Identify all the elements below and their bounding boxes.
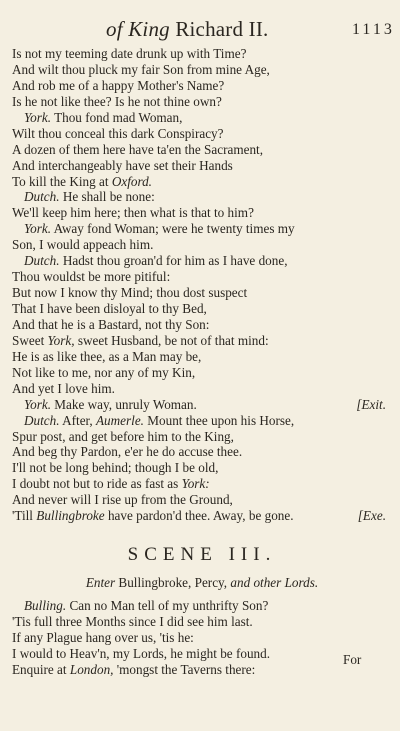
character-name: Aumerle. [96,412,144,428]
verse-text: Sweet [12,332,48,348]
verse-line: Spur post, and get before him to the King, [12,428,234,444]
speech-line [12,413,392,429]
verse-text: Enquire at [12,661,70,677]
stage-direction-exit: [Exit. [356,396,386,412]
speaker-york: York. [24,221,51,237]
running-title-name: Richard II. [175,17,269,41]
verse-line: And wilt thou pluck my fair Son from mine Age, [12,61,270,77]
verse-line: And yet I love him. [12,380,115,396]
speaker-dutchess: Dutch. [24,253,60,269]
verse-line [12,508,392,524]
verse-line: And rob me of a happy Mother's Name? [12,77,225,93]
verse-line: Thou wouldst be more pitiful: [12,269,171,285]
verse-text: 'Till [12,508,37,524]
verse-text: have pardon'd thee. Away, be gone. [104,508,294,524]
stage-direction-exeunt: [Exe. [357,508,386,524]
verse-text: I doubt not but to ride as fast as [12,476,182,492]
speech-line [12,110,392,126]
verse-line: I'll not be long behind; though I be old, [12,460,219,476]
speech-text: He shall be none: [62,189,155,205]
verse-line: Not like to me, nor any of my Kin, [12,364,196,380]
catchword: For [343,652,362,667]
speech-text: After, [62,412,96,428]
speech-text: Mount thee upon his Horse, [143,412,295,428]
verse-line: And beg thy Pardon, e'er he do accuse thee. [12,444,243,460]
stage-direction-enter [12,572,392,594]
verse-line: Is he not like thee? Is he not thine own? [12,93,222,109]
speech-text: Make way, unruly Woman. [54,396,197,412]
stage-others: and other Lords. [230,575,319,591]
character-name: York, [47,332,75,348]
verse-line: Son, I would appeach him. [12,237,154,253]
verse-line: And that he is a Bastard, not thy Son: [12,316,210,332]
speech-text: Can no Man tell of my unthrifty Son? [69,598,269,614]
scene-heading: SCENE III. [127,544,277,566]
stage-enter: Enter [85,575,116,591]
verse-line [12,333,392,349]
running-title-king: King [128,17,170,41]
verse-line: Wilt thou conceal this dark Conspiracy? [12,125,224,141]
play-text [12,46,392,678]
speech-text: Thou fond mad Woman, [54,109,183,125]
verse-line: He is as like thee, as a Man may be, [12,348,202,364]
running-title-of: of [106,17,123,41]
speech-line [12,189,392,205]
verse-line: That I have been disloyal to thy Bed, [12,301,207,316]
speaker-dutchess: Dutch. [24,412,60,428]
speech-line [12,598,392,614]
verse-line: And never will I rise up from the Ground, [12,492,233,508]
page-number: 1113 [352,21,395,38]
verse-line: But now I know thy Mind; thou dost suspect [12,285,248,301]
verse-text: 'mongst the Taverns there: [113,661,256,677]
verse-line: And interchangeably have set their Hands [12,157,233,173]
character-name: York: [181,476,210,492]
verse-line: 'Tis full three Months since I did see him last. [12,614,253,630]
speech-line [12,253,392,269]
running-title [106,17,268,42]
verse-line: Is not my teeming date drunk up with Time? [12,46,247,61]
stage-names: Bullingbroke, Percy, [115,575,231,591]
speaker-york: York. [24,109,51,125]
verse-line [12,662,392,678]
verse-line: We'll keep him here; then what is that to him? [12,205,254,221]
speaker-york: York. [24,396,51,412]
speaker-bullingbroke: Bulling. [24,598,67,614]
speech-line [12,221,392,237]
speech-line [12,397,392,413]
speaker-dutchess: Dutch. [24,189,60,205]
verse-text: sweet Husband, be not of that mind: [74,332,269,348]
verse-line [12,174,392,190]
verse-line [12,476,392,492]
page-header [0,17,400,45]
place-name: Oxford. [111,173,152,189]
verse-line: I would to Heav'n, my Lords, he might be found. [12,645,271,661]
speech-text: Away fond Woman; were he twenty times my [53,221,295,237]
verse-line: If any Plague hang over us, 'tis he: [12,630,194,645]
place-name: London, [69,661,114,677]
character-name: Bullingbroke [36,508,105,524]
verse-line: A dozen of them here have ta'en the Sacrament, [12,141,263,157]
verse-text: To kill the King at [12,173,112,189]
speech-text: Hadst thou groan'd for him as I have done, [62,253,288,269]
